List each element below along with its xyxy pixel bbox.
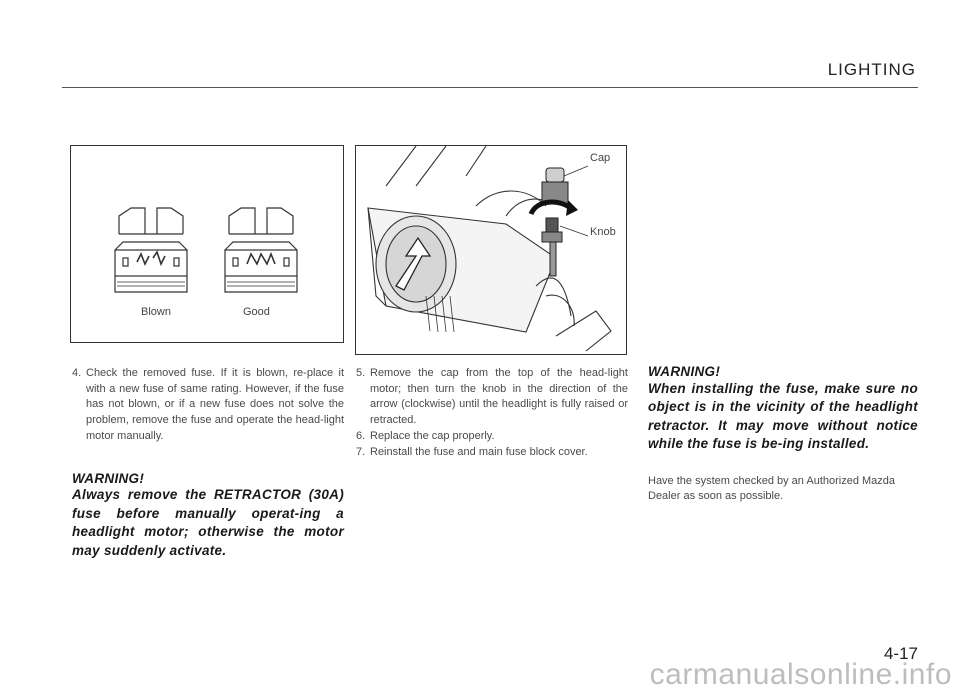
good-label: Good: [243, 306, 270, 318]
step-7: [356, 445, 628, 461]
middle-column: [356, 366, 628, 460]
left-column: [72, 366, 344, 560]
right-column: [648, 364, 918, 505]
step-4-number: 4.: [72, 367, 82, 379]
section-title: LIGHTING: [827, 60, 916, 79]
fuse-illustration: [71, 146, 343, 342]
clockwise-arrow: [531, 202, 571, 214]
step-6-text: Replace the cap properly.: [370, 429, 495, 442]
step-5: [356, 366, 628, 429]
step-5-number: 5.: [356, 367, 366, 379]
step-6: [356, 429, 628, 445]
fuse-diagram: [70, 145, 344, 343]
header-rule: [62, 87, 918, 88]
step-6-number: 6.: [356, 429, 366, 442]
left-warning-text: Always remove the RETRACTOR (30A) fuse before manually operat-ing a headlight motor; otherwise the motor may suddenly activate.: [72, 487, 344, 558]
knob-label: Knob: [590, 226, 616, 238]
dealer-note: Have the system checked by an Authorized Mazda Dealer as soon as possible.: [648, 474, 896, 503]
headlight-motor-diagram: [355, 145, 627, 355]
page-number: 4-17: [883, 644, 918, 663]
good-fuse-drawing: [225, 208, 297, 292]
right-warning-text: When installing the fuse, make sure no object is in the vicinity of the headlight retractor. It may move without notice while the fuse is be-ing installed.: [648, 380, 918, 452]
step-7-number: 7.: [356, 445, 366, 458]
step-7-text: Reinstall the fuse and main fuse block cover.: [370, 445, 588, 458]
step-4-text: Check the removed fuse. If it is blown, re-place it with a new fuse of same rating. However, if the fuse has not blown, or if a new fuse does not solve the problem, remove the fuse and operate the head-light motor manually.: [86, 367, 344, 442]
headlight-illustration: [356, 146, 626, 354]
step-4: [72, 366, 344, 445]
site-watermark: carmanualsonline.info: [649, 658, 952, 691]
blown-label: Blown: [141, 306, 171, 318]
cap-drawing: [542, 168, 568, 204]
step-5-text: Remove the cap from the top of the head-light motor; then turn the knob in the direction of the arrow (clockwise) until the headlight is fully raised or retracted.: [370, 367, 628, 427]
right-warning-title: WARNING!: [648, 364, 721, 379]
left-warning-title: WARNING!: [72, 470, 145, 486]
cap-label: Cap: [590, 152, 611, 164]
blown-fuse-drawing: [115, 208, 187, 292]
